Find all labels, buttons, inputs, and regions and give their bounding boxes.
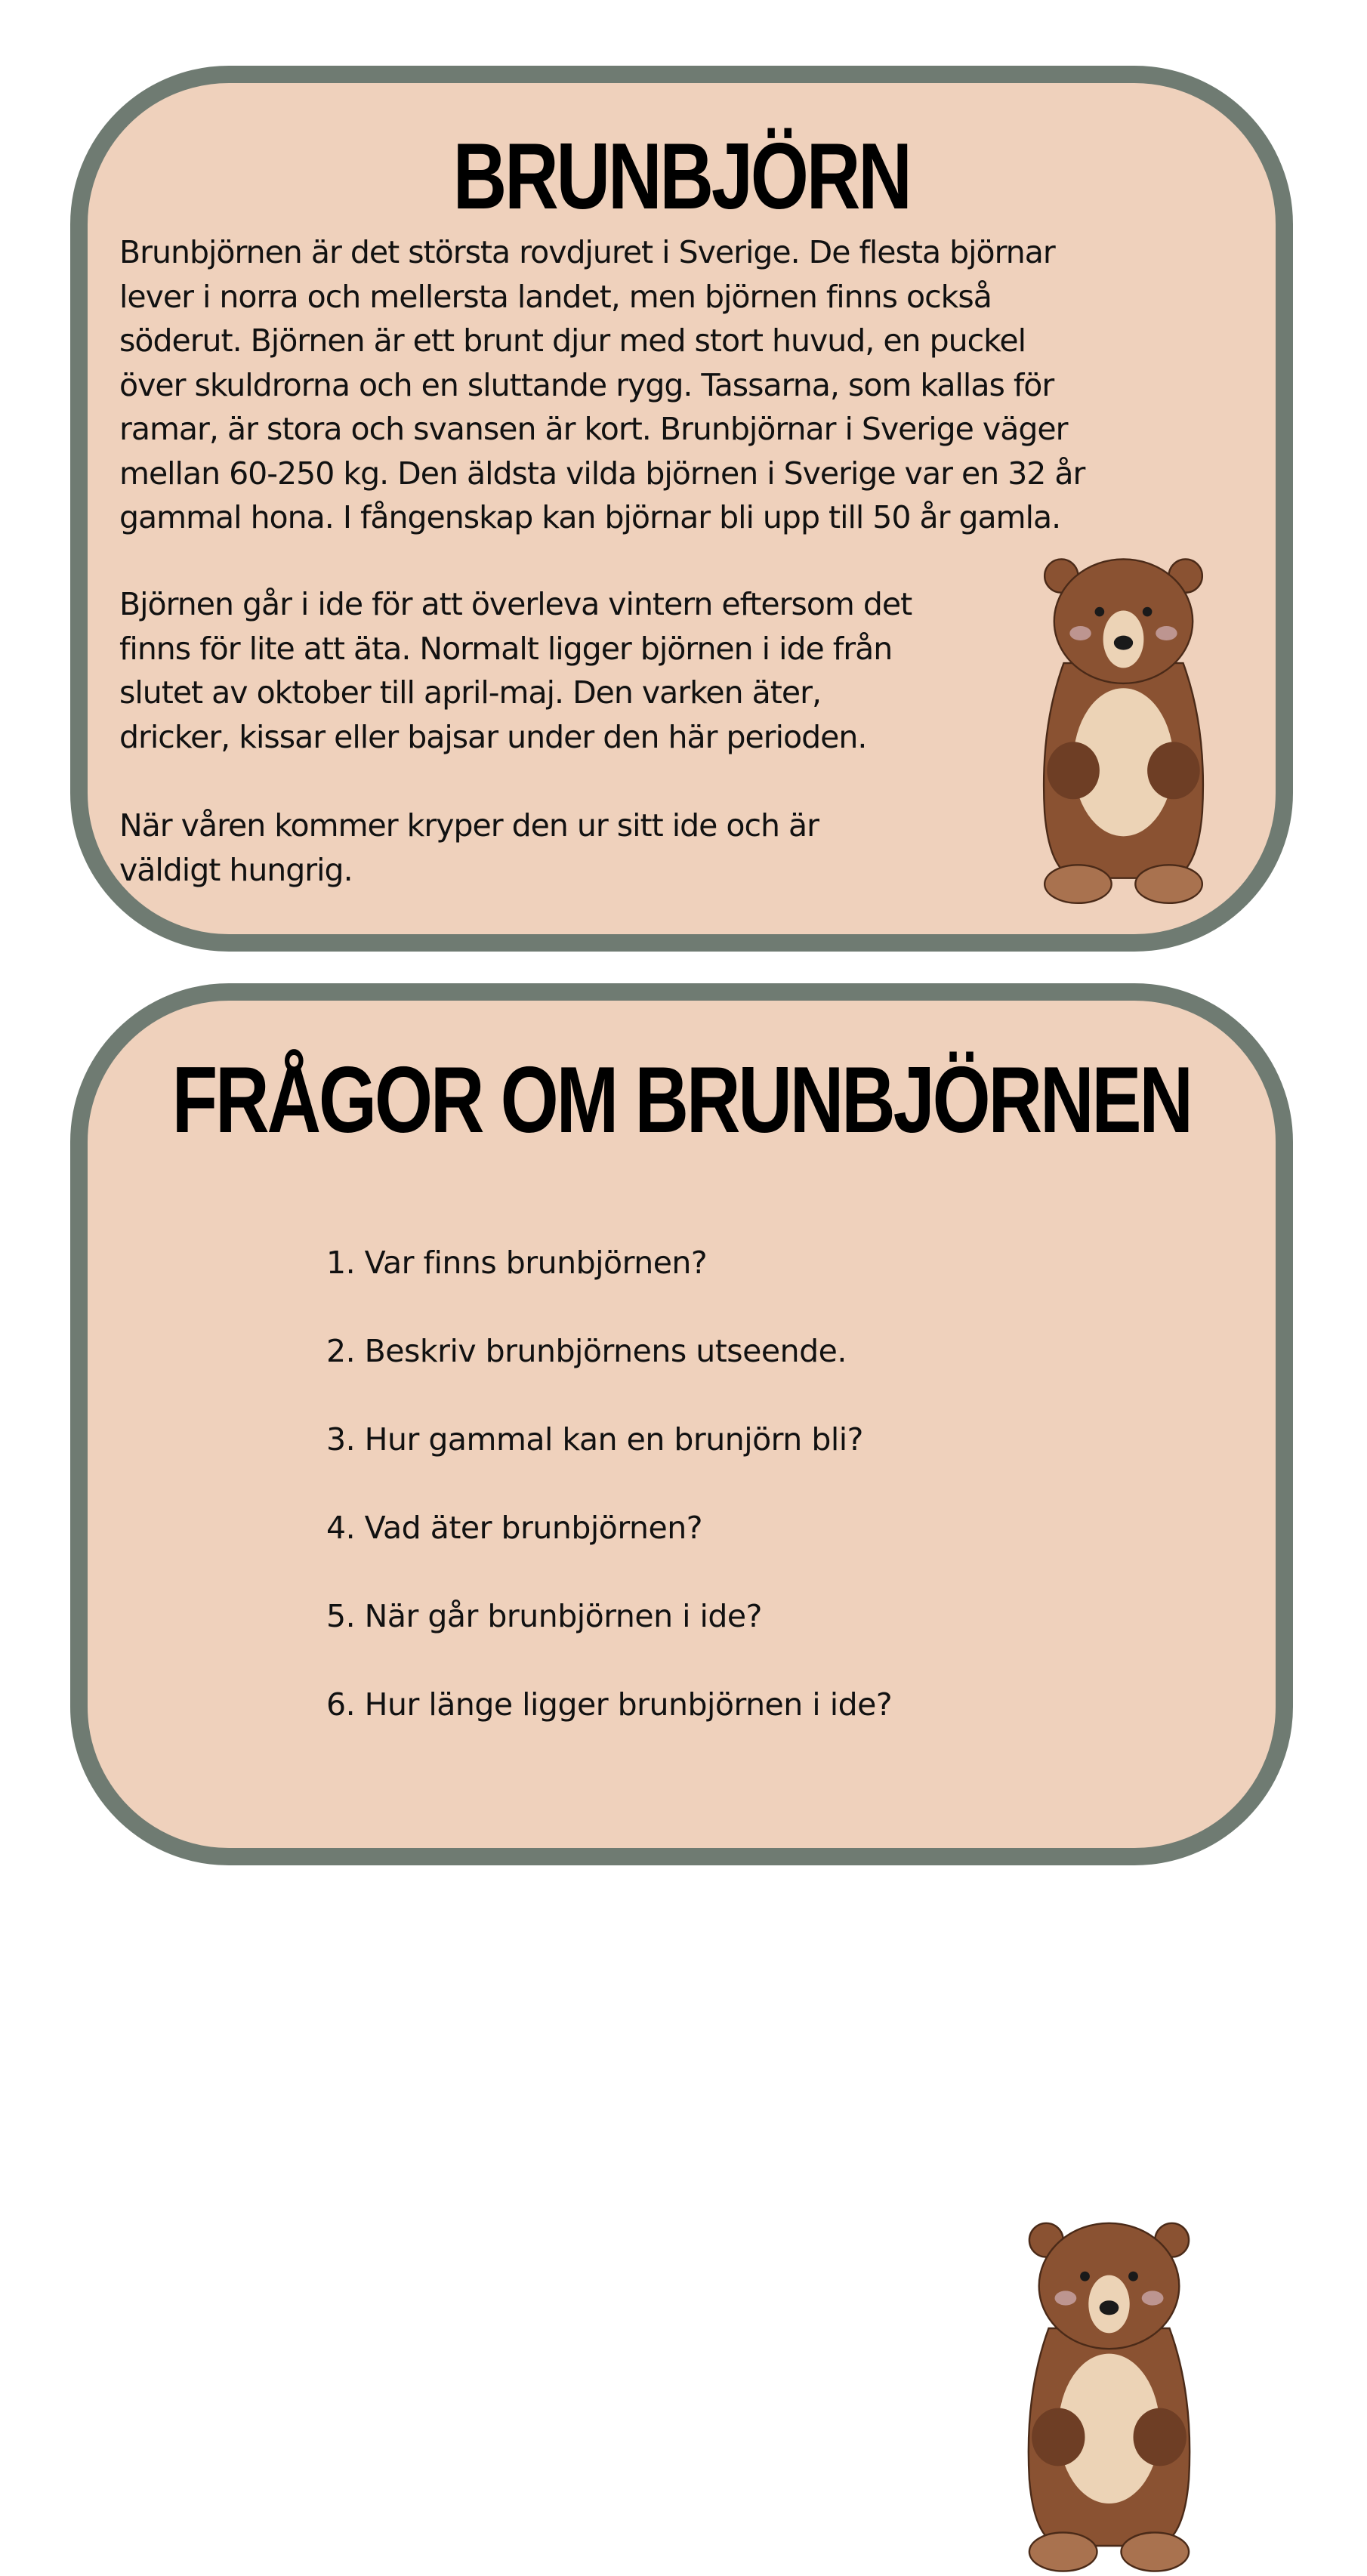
question-item: 5. När går brunbjörnen i ide? [326, 1598, 762, 1634]
question-card [70, 983, 1293, 1865]
bear-illustration [1012, 2214, 1206, 2576]
question-item: 3. Hur gammal kan en brunjörn bli? [326, 1421, 863, 1458]
fact-card-title: BRUNBJÖRN [452, 125, 910, 229]
fact-paragraph-1: Brunbjörnen är det största rovdjuret i Sverige. De flesta björnar lever i norra och mellersta landet, men björnen finns också söderut. Björnen är ett brunt djur med stort huvud, en puckel över skuldrorna och en sluttande rygg. Tassarna, som kallas för ramar, är stora och svansen är kort. Brunbjörnar i Sverige väger mellan 60-250 kg. Den äldsta vilda björnen i Sverige var en 32 år gammal hona. I fångenskap kan björnar bli upp till 50 år gamla. [119, 234, 1085, 535]
question-item: 1. Var finns brunbjörnen? [326, 1245, 708, 1281]
question-item: 2. Beskriv brunbjörnens utseende. [326, 1333, 847, 1369]
fact-card-title-wrap [88, 125, 1276, 236]
fact-paragraph-3: När våren kommer kryper den ur sitt ide och är väldigt hungrig. [119, 807, 819, 888]
question-item: 6. Hur länge ligger brunbjörnen i ide? [326, 1686, 893, 1723]
question-list [326, 1241, 892, 1771]
question-card-title: FRÅGOR OM BRUNBJÖRNEN [171, 1048, 1192, 1152]
bear-illustration [1028, 548, 1219, 910]
question-item: 4. Vad äter brunbjörnen? [326, 1510, 702, 1546]
fact-card [70, 66, 1293, 952]
fact-paragraph-2: Björnen går i ide för att överleva vintern eftersom det finns för lite att äta. Normalt ligger björnen i ide från slutet av oktober till april-maj. Den varken äter, dricker, kissar eller bajsar under den här perioden. [119, 586, 912, 755]
question-card-title-wrap [88, 1048, 1276, 1159]
